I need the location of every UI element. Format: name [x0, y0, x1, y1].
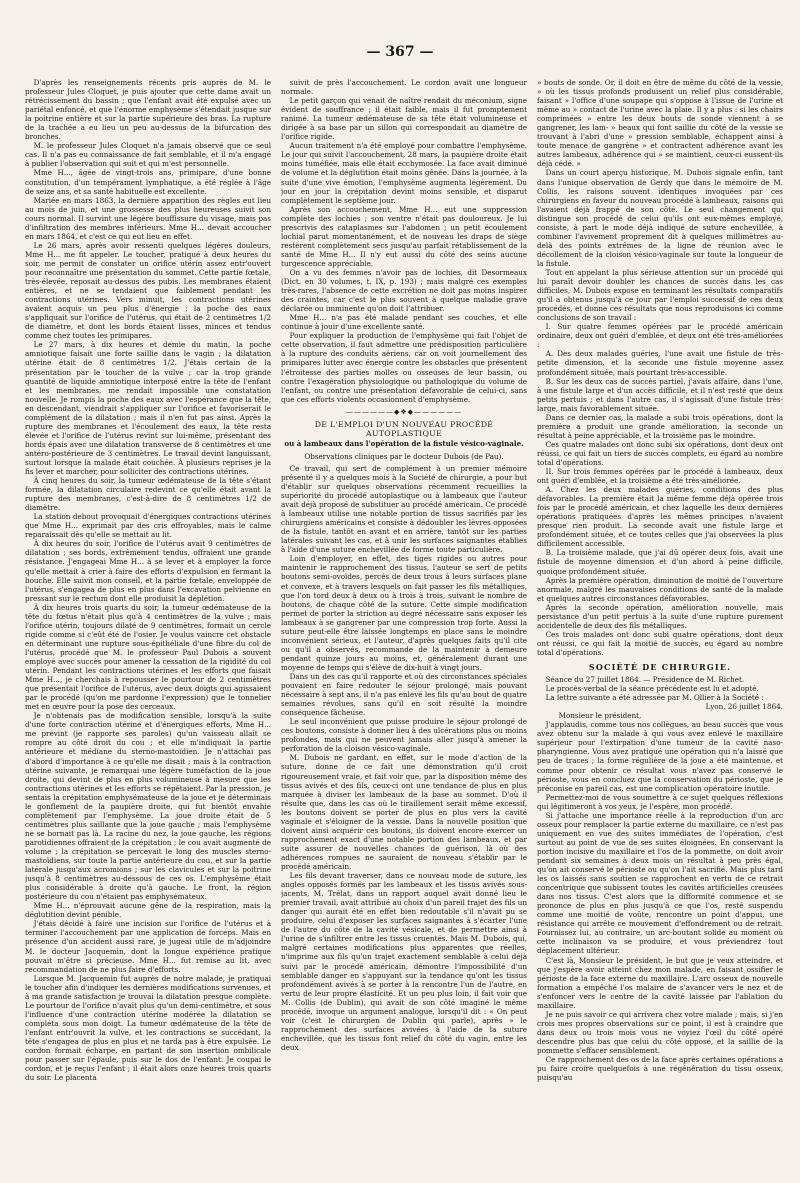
paragraph: M. le professeur Jules Cloquet n'a jamais observé que ce seul cas. Il n'a pas eu connaissance de fait semblable, et il m'a engagé à publier l'observation qui suit et qui m'est personnelle.: [25, 141, 271, 169]
paragraph: Mme H... n'a pas été malade pendant ses couches, et elle continue à jouir d'une excellente santé.: [281, 313, 527, 332]
paragraph: Pour expliquer la production de l'emphysème qui fait l'objet de cette observation, il faut admettre une prédisposition particulière à la rupture des conduits aériens, car on voit journellement des primipares lutter avec énergie contre les obstacles que présentent l'étroitesse des parties molles ou osseuses de leur bassin, ou contre l'exagération physiologique ou pathologique du volume de l'enfant, ou contre une présentation défavorable de celui-ci, sans que ces efforts violents occasionnent d'emphysème.: [281, 331, 527, 404]
paragraph: Dans un des cas qu'il rapporte et où des circonstances spéciales pouvaient en faire redouter le séjour prolongé, mais pouvant nécessaire à sept ans, il n'a pas enlevé les fils qu'au bout de quatre semaines révolues, sans qu'il en soit résulté la moindre conséquence fâcheuse.: [281, 672, 527, 718]
paragraph: suivit de près l'accouchement. Le cordon avait une longueur normale.: [281, 78, 527, 97]
paragraph: Après la première opération, diminution de moitié de l'ouverture anormale, malgré les mauvaises conditions de santé de la malade et quelques autres circonstances défavorables.: [537, 575, 783, 603]
paragraph: Permettez-moi de vous soumettre à ce sujet quelques réflexions qui légitimeront à vos yeux, je l'espère, mon procédé.: [537, 792, 783, 811]
letter-salutation: Monsieur le président,: [558, 711, 642, 721]
paragraph: Si j'attache une importance réelle à la reproduction d'un arc osseux pour remplacer la partie externe du maxillaire, ce n'est pas uniquement en vue des suites immédiates de l'opération, c'est surtout au point de vue de ses suites éloignées. En conservant la portion incisive du maxillaire et l'os de la pommette, on doit avoir pendant six semaines à deux mois un résultat à peu près égal, qu'on ait conservé le périoste ou qu'on l'ait sacrifié. Mais plus tard les os laissés sans soutien se rapprochent en vertu de ce retrait concentrique que subissent toutes les cavités artificielles creusées dans nos tissus. C'est alors que la difformité commence et se prononce de plus en plus jusqu'à ce que l'os, resté suspendu comme une moitié de voûte, rencontre un point d'appui, une résistance qui arrête ce mouvement d'effondrement ou de retrait. Fournissez lui, au contraire, un arc-boutant solide au moment où cette inclinaison va se produire, et vous préviendrez tout déplacement ultérieur.: [537, 810, 783, 956]
quoted-passage: » bouts de sonde. Or, il doit en être de même du côté de la vessie, » où les tissus profonds produisent un relief plus considérable, faisant » l'office d'une soupape qui s'oppose à l'issue de l'urine et même au » contact de l'urine avec la plaie. Il y a plus : si les chairs comprimées » entre les deux bouts de sonde viennent à se gangrener, les lam- » beaux qui font saillie du côté de la vessie se trouvant à l'abri d'une » pression semblable, échappent ainsi à toute menace de gangrène » et contractent adhérence avant les autres lambeaux, adhérence qui » se maintient, ceux-ci eussent-ils déjà cédé. »: [537, 78, 783, 169]
paragraph: On a vu des femmes n'avoir pas de lochies, dit Desormeaux (Dict. en 30 volumes, t. IX, p. 193) ; mais malgré ces exemples très-rares, l'absence de cette excrétion ne doit pas moins inspirer des craintes, car c'est le plus souvent à quelque maladie grave déclarée ou imminente qu'on doit l'attribuer.: [281, 267, 527, 314]
paragraph: A. Chez les deux malades guéries, conditions des plus défavorables. La première était la même femme déjà opérée trois fois par le procédé américain, et chez laquelle les deux dernières opérations pratiquées d'après les mêmes principes n'avaient presque rien produit. La seconde avait une fistule large et profondément située, et ce toutes celles que j'ai observées la plus difficilement accessible.: [537, 485, 783, 549]
paragraph: Le 27 mars, à dix heures et demie du matin, la poche amniotique faisait une forte saillie dans le vagin ; la dilatation utérine était de 8 centimètres 1/2. J'étais certain de la présentation par le toucher de la vulve ; car la trop grande quantité de liquide amniotique interposé entre la tête de l'enfant et les membranes, me rendait impossible une constatation nouvelle. Je rompis la poche des eaux avec l'espérance que la tête, en descendant, viendrait s'appliquer sur l'orifice et favoriserait le complément de la dilatation ; mais il n'en fut pas ainsi. Après la rupture des membranes et l'écoulement des eaux, la tête resta élevée et l'orifice de l'utérus revint sur lui-même, présentant des bords épais avec une dilatation transverse de 8 centimètres et une antéro-postérieure de 3 centimètres. Le travail devint languissant, surtout lorsque la malade était couchée. À plusieurs reprises je la fis lever et marcher, pour solliciter des contractions utérines.: [25, 340, 271, 477]
paragraph: À dix heures du soir, l'orifice de l'utérus avait 9 centimètres de dilatation ; ses bords, extrêmement tendus, offraient une grande résistance. J'engageai Mme H... à se lever et à employer la force qu'elle mettait à crier à faire des efforts d'expulsion en fermant la bouche. Elle suivit mon conseil, et la partie fœtale, enveloppée de l'utérus, s'engagea de plus en plus dans l'excavation pelvienne en pressant sur le rectum dont elle produisit la déplétion.: [25, 539, 271, 603]
paragraph: Ces quatre malades ont donc subi six opérations, dont deux ont réussi, ce qui fait un tiers de succès complets, eu égard au nombre total d'opérations.: [537, 439, 783, 467]
paragraph: I. Sur quatre femmes opérées par le procédé américain ordinaire, deux ont guéri d'emblée, et deux ont été très-améliorées :: [537, 322, 783, 350]
paragraph: II. Sur trois femmes opérées par le procédé à lambeaux, deux ont guéri d'emblée, et la troisième a été très-améliorée.: [537, 467, 783, 486]
column-1: [25, 78, 271, 1176]
paragraph: J'applaudis, comme tous nos collègues, au beau succès que vous avez obtenu sur la malade à qui vous avez enlevé le maxillaire supérieur pour l'extirpation d'une tumeur de la cavité naso-pharyngienne. Vous avez pratiqué une opération qui n'a laissé que peu de traces ; la forme régulière de la joue a été maintenue, et comme pour obtenir ce résultat vous n'avez pas conservé le périoste, vous en concluez que la conservation du périoste, que je préconise en pareil cas, est une complication opératoire inutile.: [537, 720, 783, 793]
paragraph: Mme H... n'éprouvait aucune gêne de la respiration, mais la déglutition devint pénible.: [25, 901, 271, 920]
paragraph: B. La troisième malade, que j'ai dû opérer deux fois, avait une fistule de moyenne dimension et d'un abord à peine difficile, quoique profondément située.: [537, 548, 783, 576]
paragraph: Je ne puis savoir ce qui arrivera chez votre malade ; mais, si j'en crois mes propres observations sur ce point, il est à craindre que dans deux ou trois mois vous ne voyiez l'œil du côté opéré descendre plus bas que celui du côté opposé, et la saillie de la pommette s'effacer sensiblement.: [537, 1009, 783, 1055]
paragraph: M. Dubois ne gardant, en effet, sur le mode d'action de la suture, donne de ce fait une démonstration qu'il croit rigoureusement vraie, et fait voir que, par la disposition même des tissus avivés et des fils, ceux-ci ont une tendance de plus en plus marquée à diviser les lambeaux de la base au sommet. D'où il résulte que, dans les cas où le tiraillement serait même excessif, les boutons doivent se porter de plus en plus vers la cavité vaginale et s'éloigner de la vessie. Dans la nouvelle position que doivent ainsi acquérir ces boutons, ils doivent encore exercer un rapprochement exact d'une notable portion des lambeaux, et par suite assurer de nouvelles chances de guérison, là où des adhérences rompues ne sauraient de nouveau s'établir par le procédé américain.: [281, 753, 527, 871]
paragraph: D'après les renseignements récents pris auprès de M. le professeur Jules Cloquet, je puis ajouter que cette dame avait un rétrécissement du bassin ; que l'enfant avait été expulsé avec un pariétal enfoncé, et que l'énorme emphysème s'étendait jusque sur la poitrine entière et sur la partie supérieure des bras. La rupture de la trachée a eu lieu un peu au-dessus de la bifurcation des bronches.: [25, 78, 271, 142]
paragraph: Dans un court aperçu historique, M. Dubois signale enfin, tant dans l'unique observation de Gerdy que dans le mémoire de M. Collis, les raisons souvent identiques invoquées par ces chirurgiens en faveur du nouveau procédé à lambeaux, raisons qui l'avaient déjà frappé de son côté. Le seul changement qui distingue son procédé de celui qu'ils ont eux-mêmes employé, consiste, à part le mode déjà indiqué de suture enchevillée, à combiner l'avivement proprement dit à quelques millimètres au-delà des points extrêmes de la ligne de réunion avec le décollement de la cloison vésico-vaginale sur toute la longueur de la fistule.: [537, 168, 783, 268]
paragraph: À dix heures trois quarts du soir, la tumeur œdémateuse de la tête du fœtus n'était plus qu'à 4 centimètres de la vulve ; mais l'orifice utérin, toujours dilaté de 9 centimètres, formait un cercle rigide comme si c'eût été de l'osier. Je voulus vaincre cet obstacle en déterminant une rupture sous-épithéliale d'une fibre du col de l'utérus, procédé que M. le professeur Paul Dubois a souvent employé avec succès pour amener la cessation de la rigidité du col utérin. Pendant les contractions utérines et les efforts que faisait Mme H..., je cherchais à repousser le pourtour de 2 centimètres que présentait l'orifice de l'utérus, avec deux doigts qui agissaient par le procédé (qu'on me pardonne l'expression) que le tonnelier met en œuvre pour la pose des cerceaux.: [25, 602, 271, 712]
paragraph: Mme H..., âgée de vingt-trois ans, primipare, d'une bonne constitution, d'un tempérament lymphatique, a été réglée à l'âge de seize ans, et sa santé habituelle est excellente.: [25, 168, 271, 196]
paragraph: Aucun traitement n'a été employé pour combattre l'emphysème. Le jour qui suivit l'accouchement, 28 mars, la paupière droite était moins tuméfiée, mais elle était ecchymosée. La face avait diminué de volume et la déglutition était moins gênée. Dans la journée, à la suite d'une vive émotion, l'emphysème augmenta légèrement. Du jour en jour la crépitation devint moins sensible, et disparut complètement le septième jour.: [281, 141, 527, 205]
paragraph: Ce rapprochement des os de la face après certaines opérations a pu faire croire quelquefois à une régénération du tissu osseux, puisqu'au: [537, 1055, 783, 1083]
ornament-divider: ——————◆❖◆——————: [345, 407, 463, 416]
paragraph: Loin d'employer, en effet, des tiges rigides ou autres pour maintenir le rapprochement des tissus, l'auteur se sert de petits boutons semi-ovoïdes, percés de deux trous à leurs surfaces plane et convexe, et à travers lesquels on fait passer les fils métalliques, que l'on tord deux à deux ou à trois à trois, suivant le nombre de boutons, de chaque côté de la suture. Cette simple modification permet de porter la striction au degré nécessaire sans exposer les lambeaux à se gangrener par une compression trop forte. Aussi la suture peut-elle être laissée longtemps en place sans le moindre inconvénient sérieux, et l'auteur, d'après quelques faits qu'il cite ou qu'il a observés, recommande de la maintenir à demeure pendant quinze jours au moins, et, généralement durant une moyenne de temps qui s'élève de dix-huit à vingt jours.: [281, 554, 527, 672]
article-subtitle: ou à lambeaux dans l'opération de la fistule vésico-vaginale.: [284, 438, 524, 448]
paragraph: Lorsque M. Jacquemin fut auprès de notre malade, je pratiquai le toucher afin d'indiquer les dernières modifications survenues, et à ma grande satisfaction je trouvai la dilatation presque complète. Le pourtour de l'orifice n'avait plus qu'un demi-centimètre, et sous l'influence d'une contraction utérine modérée la dilatation se compléta sous mon doigt. La tumeur œdémateuse de la tête de l'enfant entr'ouvrit la vulve, et les contractions se succédant, la tête s'engagea de plus en plus et ne tarda pas à être expulsée. Le cordon formait écharpe, en partant de son insertion ombilicale pour passer sur l'épaule, puis sur le dos de l'enfant. Je coupai le cordon, et je reçus l'enfant ; il était alors onze heures trois quarts du soir. Le placenta: [25, 973, 271, 1083]
paragraph: Séance du 27 juillet 1864. — Présidence de M. Richet.: [545, 675, 745, 685]
text-columns: [25, 78, 785, 1176]
paragraph: La station debout provoquait d'énergiques contractions utérines que Mme H... exprimait par des cris effroyables, mais le calme reparaissait dès qu'elle se mettait au lit.: [25, 512, 271, 540]
column-2: [281, 78, 527, 1176]
paragraph: La lettre suivante a été adressée par M. Ollier à la Société :: [545, 693, 764, 703]
paragraph: Mariée en mars 1863, la dernière apparition des règles eut lieu au mois de juin, et une grossesse des plus heureuses suivit son cours normal. Il survint une légère bouffissure du visage, mais pas d'infiltration des membres inférieurs. Mme H... devait accoucher en mars 1864, et c'est ce qui eut lieu en effet.: [25, 195, 271, 241]
paragraph: B. Sur les deux cas de succès partiel, j'avais affaire, dans l'une, à une fistule large et d'un accès difficile, et il n'est resté que deux petits pertuis ; et dans l'autre cas, il s'agissait d'une fistule très-large, mais favorablement située.: [537, 376, 783, 413]
paragraph: J'étais décidé à faire une incision sur l'orifice de l'utérus et à terminer l'accouchement par une application de forceps. Mais en présence d'un accident aussi rare, je jugeai utile de m'adjoindre M. le docteur Jacquemin, dont la longue expérience pratique pouvait m'être si précieuse. Mme H... fut remise au lit, avec recommandation de ne plus faire d'efforts.: [25, 919, 271, 974]
paragraph: Je n'obtenais pas de modification sensible, lorsqu'à la suite d'une forte contraction utérine et d'énergiques efforts, Mme H... me prévint (je rapporte ses paroles) qu'un vaisseau allait se rompre au côté droit du cou ; et elle m'indiquait la partie antérieure et médiane du sterno-mastoïdien. Je n'attachai pas d'abord d'importance à ce qu'elle me disait ; mais à la contraction utérine suivante, je remarquai une légère tuméfaction de la joue droite, qui devint de plus en plus volumineuse à mesure que les contractions utérines et les efforts se répétaient. Par la pression, je sentais la crépitation emphysémateuse de la joue et je déterminais le gonflement de la paupière droite, qui fut bientôt envahie complètement par l'emphysème. La joue droite était de 5 centimètres plus saillante que la joue gauche ; mais l'emphysème ne se bornait pas là. La racine du nez, la joue gauche, les régions parotidiennes offraient de la crépitation ; le cou avait augmenté de volume ; la crépitation se percevait le long des muscles sterno-mastoïdiens, sur toute la partie antérieure du cou, et sur la partie latérale jusqu'aux acromions ; sur les clavicules et sur la poitrine jusqu'à 8 centimètres au-dessous de ces os. L'emphysème était plus considérable à droite qu'à gauche. Le front, la région postérieure du cou n'étaient pas emphysémateux.: [25, 711, 271, 902]
paragraph: A. Des deux malades guéries, l'une avait une fistule de très-petite dimension, et la seconde une fistule moyenne assez profondément située, mais pourtant très-accessible.: [537, 349, 783, 377]
paragraph: Tout en appelant la plus sérieuse attention sur un procédé qui lui paraît devoir doubler les chances de succès dans les cas difficiles, M. Dubois expose en terminant les résultats comparatifs qu'il a obtenus jusqu'à ce jour par l'emploi successif de ces deux procédés, et donne ces résultats que nous reproduisons ici comme conclusions de son travail :: [537, 267, 783, 323]
letter-dateline: Lyon, 26 juillet 1864.: [705, 702, 783, 712]
society-title: SOCIÉTÉ DE CHIRURGIE.: [588, 662, 732, 672]
article-title: DE L'EMPLOI D'UN NOUVEAU PROCÉDÉ AUTOPLASTIQUE: [314, 419, 494, 438]
paragraph: Ce travail, qui sert de complément à un premier mémoire présenté il y a quelques mois à la Société de chirurgie, a pour but d'établir sur quelques observations récemment recueillies la supériorité du procédé autoplastique ou à lambeaux que l'auteur avait déjà proposé de substituer au procédé américain. Ce procédé à lambeaux utilise une notable portion de tissus sacrifiés par les chirurgiens américains et consiste à dédoubler les lèvres opposées de la fistule, tantôt en avant et en arrière, tantôt sur les parties latérales suivant les cas, et à unir les surfaces saignantes établies à l'aide d'une suture enchevillée de forme toute particulière.: [281, 463, 527, 555]
paragraph: Les fils devant traverser, dans ce nouveau mode de suture, les angles opposés formés par les lambeaux et les tissus avivés sous-jacents, M. Trélat, dans un rapport auquel avait donné lieu le premier travail, avait attribué au choix d'un pareil trajet des fils un danger qui aurait été en effet bien redoutable s'il n'avait pu se produire, celui d'exposer les surfaces saignantes à s'écarter l'une de l'autre du côté de la cavité vésicale, et de permettre ainsi à l'urine de s'infiltrer entre les tissus cruentés. Mais M. Dubois, qui, malgré certaines modifications plus apparentes que réelles, n'imprime aux fils qu'un trajet exactement semblable à celui déjà suivi par le procédé américain, démontre l'impossibilité d'un semblable danger en s'appuyant sur la tendance qu'ont les tissus profondément avivés à se porter à la rencontre l'un de l'autre, en vertu de leur propre élasticité. Et un peu plus loin, il fait voir que M. Collis (de Dublin), qui avait de son côté imaginé le même procédé, invoque un argument analogue, lorsqu'il dit : « On peut voir (c'est le chirurgien de Dublin qui parle), après » le rapprochement des surfaces avivées à l'aide de la suture enchevillée, que les tissus font relief du côté du vagin, entre les deux: [281, 871, 527, 1052]
column-3: [537, 78, 783, 1176]
paragraph: Le seul inconvénient que puisse produire le séjour prolongé de ces boutons, consiste à donner lieu à des ulcérations plus ou moins profondes, mais qui ne peuvent jamais aller jusqu'à amener la perforation de la cloison vésico-vaginale.: [281, 717, 527, 754]
paragraph: Le procès-verbal de la séance précédente est lu et adopté.: [545, 684, 759, 694]
page-number: — 367 —: [0, 44, 800, 60]
paragraph: Le petit garçon qui venait de naître rendait du méconium, signe évident de souffrance ; il était faible, mais il fut promptement ranimé. La tumeur œdémateuse de sa tête était volumineuse et dirigée à sa base par un sillon qui correspondait au diamètre de l'orifice rigide.: [281, 96, 527, 142]
paragraph: Ces trois malades ont donc subi quatre opérations, dont deux ont réussi, ce qui fait la moitié de succès, eu égard au nombre total d'opérations.: [537, 629, 783, 657]
paragraph: Après la seconde opération, amélioration nouvelle, mais persistance d'un petit pertuis à la suite d'une rupture purement accidentelle de deux des fils métalliques.: [537, 602, 783, 630]
paragraph: Après son accouchement, Mme H... eut une suppression complète des lochies ; son ventre n'était pas douloureux. Je lui prescrivis des cataplasmes sur l'abdomen ; un petit écoulement lochial parut momentanément, et de nouveau les draps de siège restèrent complètement secs jusqu'au parfait rétablissement de la santé de Mme H... Il n'y eut aussi du côté des seins aucune turgescence appréciable.: [281, 204, 527, 268]
paragraph: C'est là, Monsieur le président, le but que je veux atteindre, et que j'espère avoir atteint chez mon malade, en faisant ossifier le périoste de la face externe du maxillaire. L'arc osseux de nouvelle formation a empêché l'os malaire de s'avancer vers le nez et de s'enfoncer vers le centre de la cavité laissée par l'ablation du maxillaire.: [537, 955, 783, 1010]
article-byline: Observations cliniques par le docteur Dubois (de Pau).: [304, 451, 504, 461]
paragraph: À cinq heures du soir, la tumeur œdémateuse de la tête s'étant formée, la dilatation circulaire redevint ce qu'elle était avant la rupture des membranes, c'est-à-dire de 8 centimètres 1/2 de diamètre.: [25, 476, 271, 513]
paragraph: Dans ce dernier cas, la malade a subi trois opérations, dont la première a produit une grande amélioration, la seconde un résultat à peine appréciable, et la troisième pas le moindre.: [537, 412, 783, 440]
paragraph: Le 26 mars, après avoir ressenti quelques légères douleurs, Mme H... me fit appeler. Le toucher, pratiqué à deux heures du soir, me permit de constater un orifice utérin assez entr'ouvert pour reconnaître une présentation du sommet. Cette partie fœtale, très-élevée, reposait au-dessus des pubis. Les membranes étaient entières, et ne se tendaient que faiblement pendant les contractions utérines. Vers minuit, les contractions utérines avaient acquis un peu plus d'énergie ; la poche des eaux s'appliquait sur l'orifice de l'utérus, qui était de 2 centimètres 1/2 de diamètre, et dont les bords étaient lisses, minces et tendus comme chez toutes les primipares.: [25, 240, 271, 341]
